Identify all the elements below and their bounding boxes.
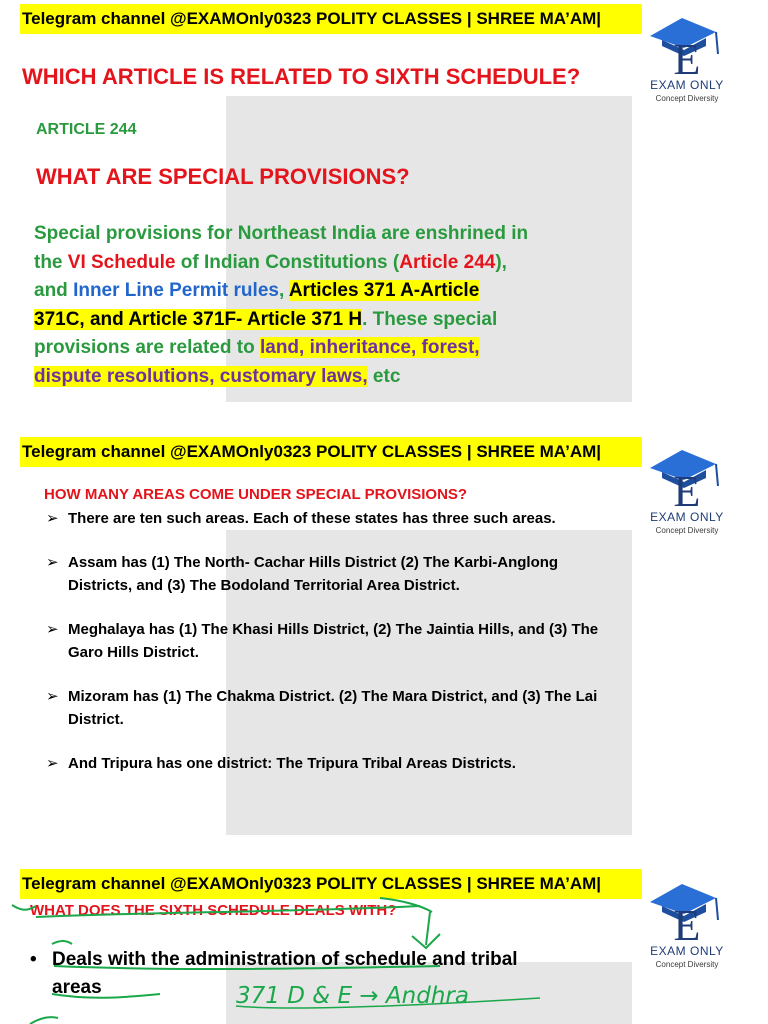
- telegram-banner-3: Telegram channel @EXAMOnly0323 POLITY CLASSES | SHREE MA’AM|: [20, 869, 642, 899]
- question-heading: WHICH ARTICLE IS RELATED TO SIXTH SCHEDULE?: [22, 64, 581, 89]
- logo-brand: EXAM ONLY: [650, 944, 724, 958]
- para-text-1: Special provisions for Northeast India are enshrined in the: [34, 223, 529, 273]
- telegram-banner: Telegram channel @EXAMOnly0323 POLITY CLASSES | SHREE MA’AM|: [20, 4, 642, 34]
- telegram-banner-2: Telegram channel @EXAMOnly0323 POLITY CLASSES | SHREE MA’AM|: [20, 437, 642, 467]
- answer-label: ARTICLE 244: [36, 121, 137, 138]
- arrow-bullet-icon: ➢: [46, 554, 59, 571]
- para-text-7: ,: [278, 280, 289, 301]
- list-item-text: Mizoram has (1) The Chakma District. (2) The Mara District, and (3) The Lai District.: [68, 688, 598, 728]
- para-text-9: . These special provisions are related to: [34, 308, 498, 358]
- areas-heading: HOW MANY AREAS COME UNDER SPECIAL PROVISIONS?: [44, 486, 468, 503]
- list-item-text: And Tripura has one district: The Tripura Tribal Areas Districts.: [68, 755, 516, 772]
- inner-line-permit-text: Inner Line Permit rules: [73, 280, 279, 301]
- svg-text:E: E: [673, 467, 701, 508]
- para-text-11: etc: [367, 365, 401, 387]
- logo-tagline: Concept Diversity: [655, 960, 719, 969]
- logo-brand: EXAM ONLY: [650, 78, 724, 92]
- para-text-5: ), and: [34, 251, 507, 301]
- sixth-schedule-heading: WHAT DOES THE SIXTH SCHEDULE DEALS WITH?: [30, 902, 397, 919]
- arrow-bullet-icon: ➢: [46, 510, 59, 527]
- logo-tagline: Concept Diversity: [655, 526, 719, 535]
- vi-schedule-text: VI Schedule: [67, 251, 176, 273]
- bullet-dot-icon: •: [30, 949, 37, 970]
- list-item-text: There are ten such areas. Each of these states has three such areas.: [68, 510, 556, 527]
- logo-brand: EXAM ONLY: [650, 510, 724, 524]
- svg-text:E: E: [673, 35, 701, 76]
- handwritten-note: 371 D & E → Andhra: [236, 983, 469, 1009]
- article-244-text: Article 244: [399, 251, 496, 273]
- list-item-text: Assam has (1) The North- Cachar Hills District (2) The Karbi-Anglong Districts, and (3) The Bodoland Territorial Area District.: [68, 554, 559, 594]
- list-item-text: Meghalaya has (1) The Khasi Hills District, (2) The Jaintia Hills, and (3) The Garo Hills District.: [68, 621, 599, 661]
- para-text-3: of Indian Constitutions (: [175, 251, 400, 273]
- arrow-bullet-icon: ➢: [46, 688, 59, 705]
- articles-371-highlight: Articles 371 A-Article 371C, and Article 371F- Article 371 H: [34, 280, 480, 330]
- arrow-bullet-icon: ➢: [46, 755, 59, 772]
- sixth-schedule-bullet-text: Deals with the administration of schedule and tribal areas: [52, 949, 518, 998]
- arrow-bullet-icon: ➢: [46, 621, 59, 638]
- logo-tagline: Concept Diversity: [655, 94, 719, 103]
- land-inheritance-highlight: land, inheritance, forest, dispute resolutions, customary laws,: [34, 337, 480, 387]
- svg-text:E: E: [673, 901, 701, 942]
- special-provisions-heading: WHAT ARE SPECIAL PROVISIONS?: [36, 164, 410, 189]
